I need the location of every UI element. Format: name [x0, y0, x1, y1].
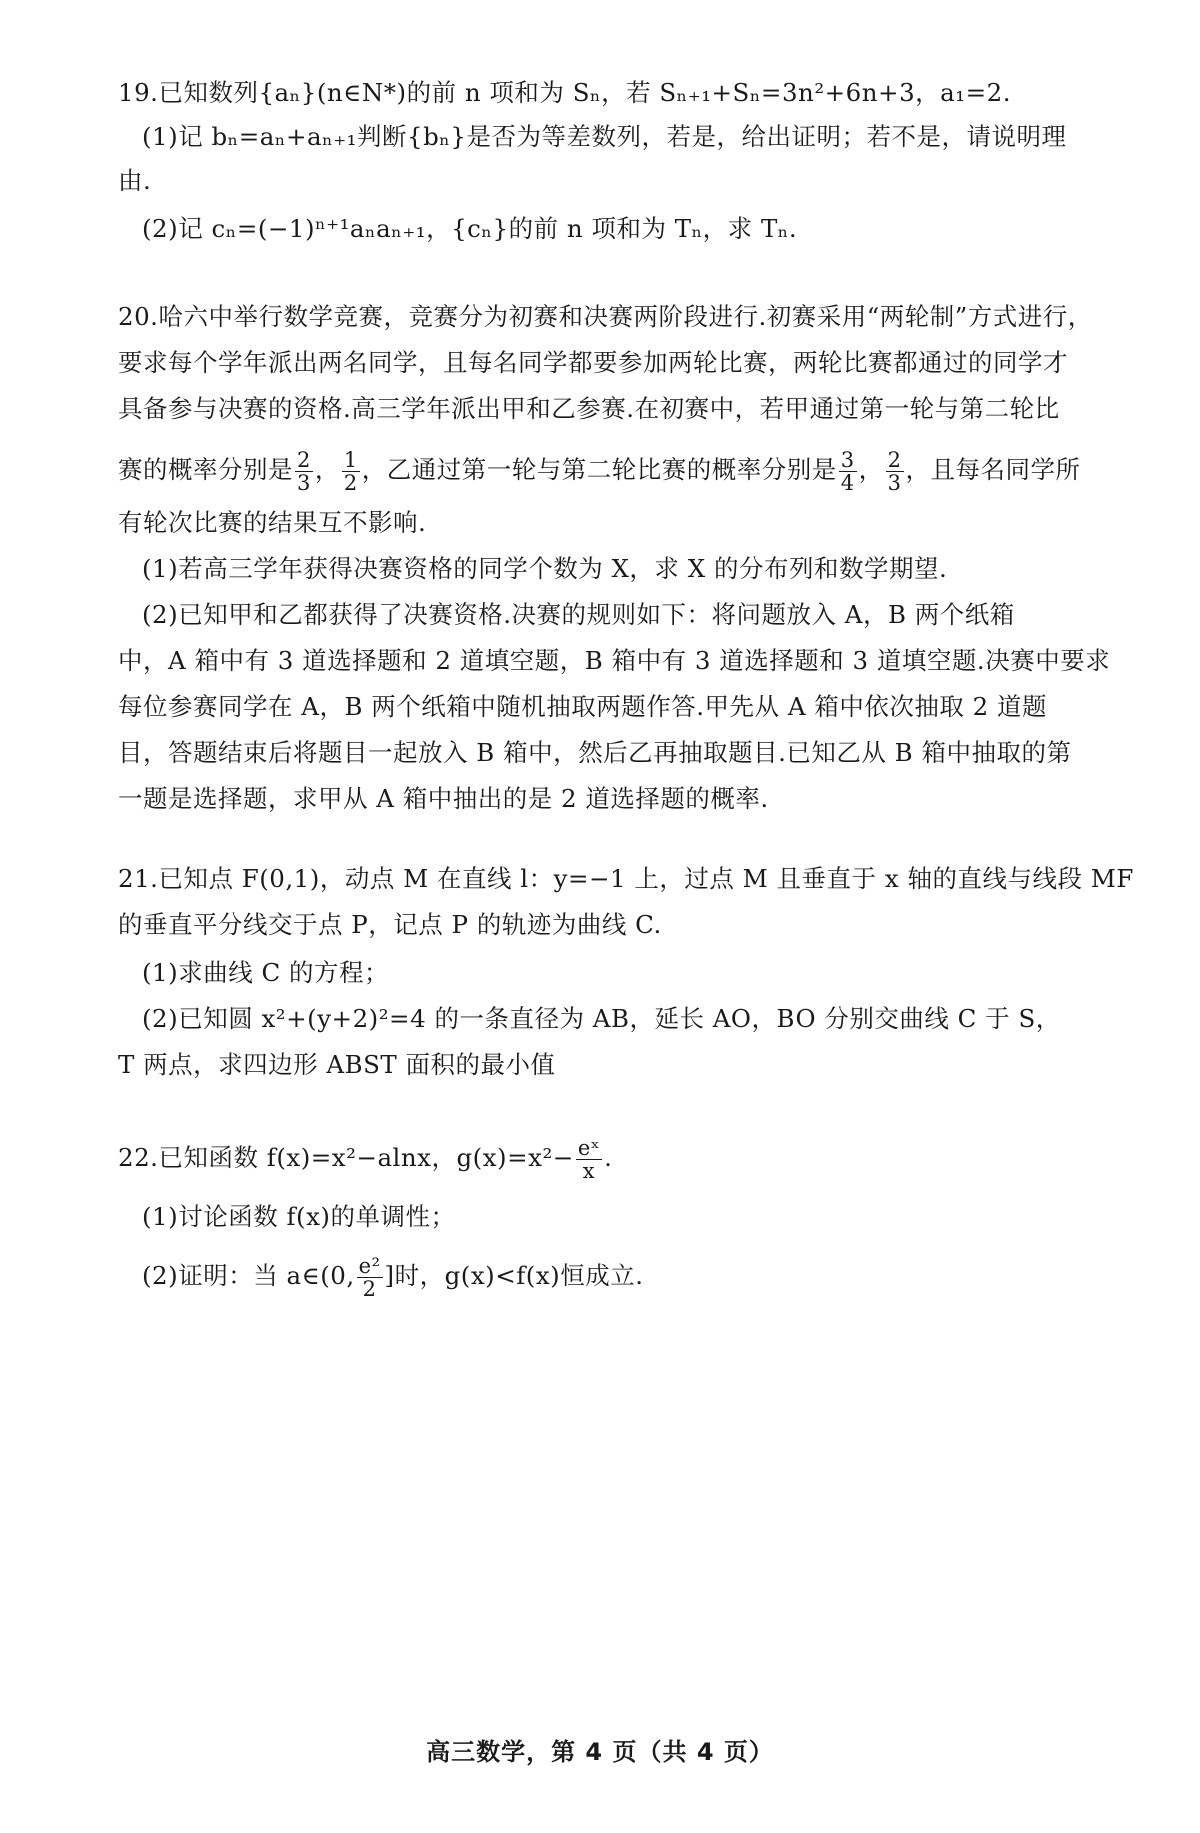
q22-part2-pre: (2)证明：当 a∈(0, [142, 1261, 355, 1290]
q20-sep-2: ， [858, 455, 884, 484]
q22-stem [118, 1130, 612, 1186]
q21-part1: (1)求曲线 C 的方程； [142, 958, 390, 987]
q20-part2-line3: 每位参赛同学在 A，B 两个纸箱中随机抽取两题作答.甲先从 A 箱中依次抽取 2 道题 [118, 692, 1047, 721]
q19-stem: 19.已知数列{aₙ}(n∈N*)的前 n 项和为 Sₙ，若 Sₙ₊₁+Sₙ=3n²+6n+3，a₁=2. [118, 78, 1011, 107]
fraction-1-2: $\frac{1}{2}$ [343, 448, 358, 495]
q21-part2-line2: T 两点，求四边形 ABST 面积的最小值 [118, 1050, 556, 1079]
q20-line1: 20.哈六中举行数学竞赛，竞赛分为初赛和决赛两阶段进行.初赛采用“两轮制”方式进行， [118, 302, 1093, 331]
q22-part2-post: ]时，g(x)<f(x)恒成立. [384, 1261, 644, 1290]
q20-line4-pre: 赛的概率分别是 [118, 455, 293, 484]
q19-part1-line2: 由. [118, 166, 152, 195]
q22-stem-post: . [604, 1143, 613, 1172]
page-footer: 高三数学，第 4 页（共 4 页） [426, 1738, 774, 1766]
q20-line4-mid: ，乙通过第一轮与第二轮比赛的概率分别是 [361, 455, 837, 484]
fraction-ex-over-x: $\frac{\text{eˣ}}{x}$ [577, 1136, 601, 1183]
q20-sep-1: ， [314, 455, 340, 484]
q20-part2-line4: 目，答题结束后将题目一起放入 B 箱中，然后乙再抽取题目.已知乙从 B 箱中抽取的第 [118, 738, 1072, 767]
q20-line4 [118, 442, 1081, 498]
q20-part2-line5: 一题是选择题，求甲从 A 箱中抽出的是 2 道选择题的概率. [118, 784, 769, 813]
fraction-e2-over-2: $\frac{\text{e²}}{2}$ [358, 1254, 381, 1301]
q21-line2: 的垂直平分线交于点 P，记点 P 的轨迹为曲线 C. [118, 910, 662, 939]
fraction-2-3b: $\frac{2}{3}$ [887, 448, 902, 495]
q22-part2 [142, 1248, 644, 1304]
q20-part2-line1: (2)已知甲和乙都获得了决赛资格.决赛的规则如下：将问题放入 A，B 两个纸箱 [142, 600, 1015, 629]
fraction-2-3: $\frac{2}{3}$ [297, 448, 311, 495]
q22-stem-pre: 22.已知函数 f(x)=x²−alnx，g(x)=x²− [118, 1143, 574, 1172]
q19-part2: (2)记 cₙ=(−1)ⁿ⁺¹aₙaₙ₊₁，{cₙ}的前 n 项和为 Tₙ，求 Tₙ. [142, 214, 798, 243]
q20-line5: 有轮次比赛的结果互不影响. [118, 508, 427, 537]
fraction-3-4: $\frac{3}{4}$ [840, 448, 855, 495]
q20-line2: 要求每个学年派出两名同学，且每名同学都要参加两轮比赛，两轮比赛都通过的同学才 [118, 348, 1068, 377]
q20-line3: 具备参与决赛的资格.高三学年派出甲和乙参赛.在初赛中，若甲通过第一轮与第二轮比 [118, 394, 1060, 423]
q20-part2-line2: 中，A 箱中有 3 道选择题和 2 道填空题，B 箱中有 3 道选择题和 3 道填空题.决赛中要求 [118, 646, 1111, 675]
q21-line1: 21.已知点 F(0,1)，动点 M 在直线 l：y=−1 上，过点 M 且垂直于 x 轴的直线与线段 MF [118, 864, 1134, 893]
q22-part1: (1)讨论函数 f(x)的单调性； [142, 1202, 456, 1231]
q20-line4-post: ，且每名同学所 [905, 455, 1081, 484]
q19-part1-line1: (1)记 bₙ=aₙ+aₙ₊₁判断{bₙ}是否为等差数列，若是，给出证明；若不是，请说明理 [142, 122, 1067, 151]
q20-part1: (1)若高三学年获得决赛资格的同学个数为 X，求 X 的分布列和数学期望. [142, 554, 948, 583]
q21-part2-line1: (2)已知圆 x²+(y+2)²=4 的一条直径为 AB，延长 AO，BO 分别交曲线 C 于 S， [142, 1004, 1061, 1033]
